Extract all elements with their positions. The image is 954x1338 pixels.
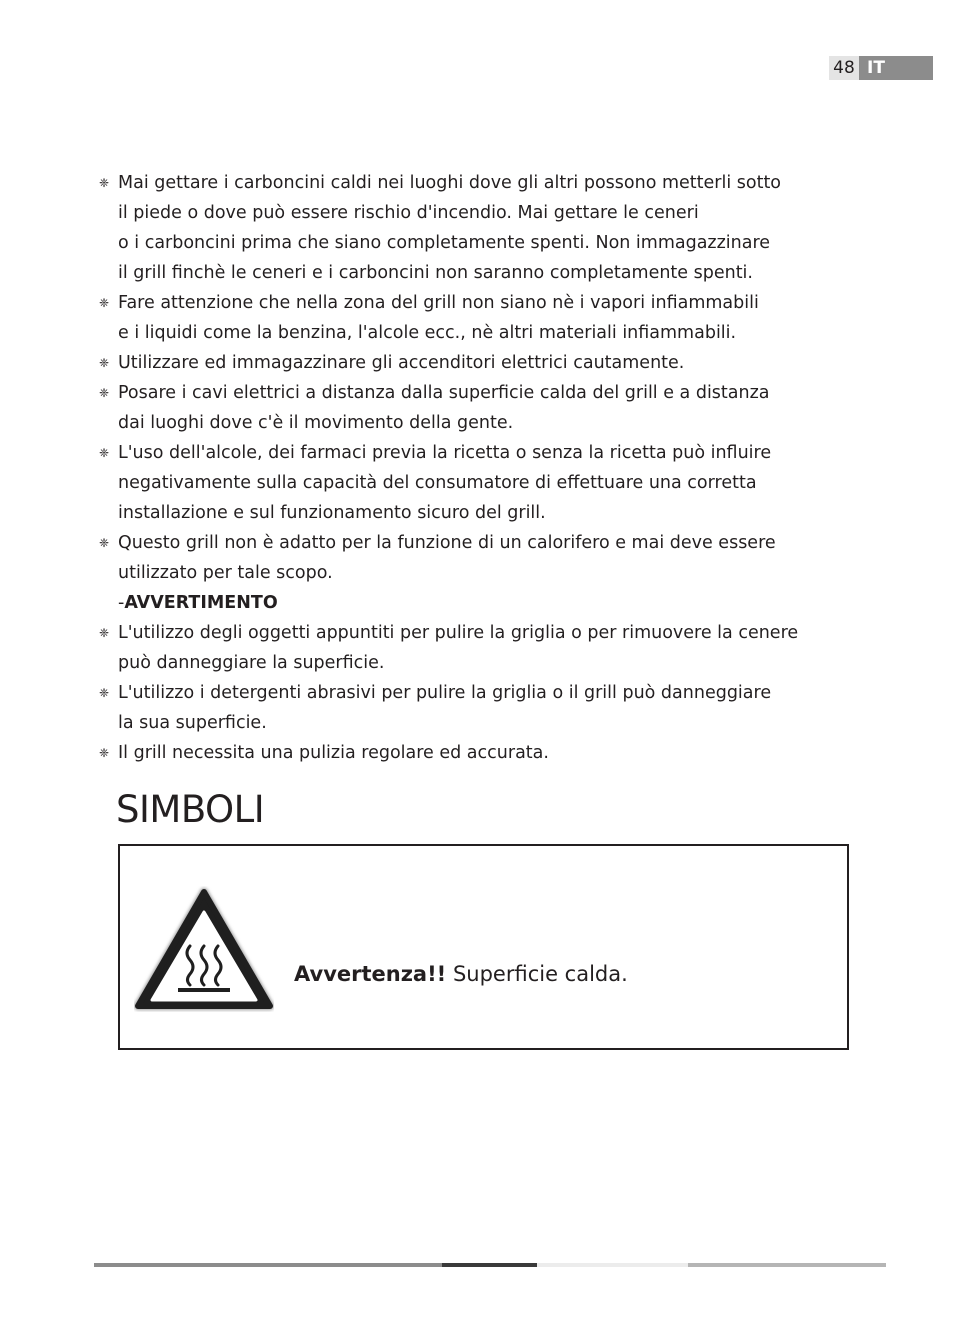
hot-surface-warning-icon [134, 886, 274, 1012]
bullet-icon: ❈ [99, 536, 110, 550]
bullet-list [99, 168, 859, 588]
item-text-line: la sua superficie. [118, 713, 267, 733]
list-item [99, 738, 859, 768]
bullet-icon: ❈ [99, 296, 110, 310]
footer-rule-segment [442, 1263, 537, 1267]
item-text-line: il piede o dove può essere rischio d'incendio. Mai gettare le ceneri [118, 203, 699, 223]
list-item [99, 618, 859, 678]
item-text-line: utilizzato per tale scopo. [118, 563, 333, 583]
symbol-label-rest: Superficie calda. [446, 962, 628, 986]
list-item [99, 438, 859, 528]
bullet-icon: ❈ [99, 626, 110, 640]
bullet-icon: ❈ [99, 446, 110, 460]
safety-instructions [99, 168, 859, 768]
item-text-line: il grill finchè le ceneri e i carboncini non saranno completamente spenti. [118, 263, 753, 283]
bullet-icon: ❈ [99, 356, 110, 370]
item-text-line: o i carboncini prima che siano completamente spenti. Non immagazzinare [118, 233, 771, 253]
item-text-line: Utilizzare ed immagazzinare gli accenditori elettrici cautamente. [118, 353, 685, 373]
item-text-line: Il grill necessita una pulizia regolare ed accurata. [118, 743, 549, 763]
item-text-line: L'utilizzo degli oggetti appuntiti per pulire la griglia o per rimuovere la cenere [118, 623, 799, 643]
symbol-label-bold: Avvertenza!! [294, 962, 447, 986]
section-heading: SIMBOLI [116, 788, 265, 831]
footer-rule-segment [688, 1263, 886, 1267]
symbol-description [294, 960, 628, 988]
page-tab [829, 56, 933, 80]
bullet-icon: ❈ [99, 386, 110, 400]
language-tag: IT [859, 56, 933, 80]
list-item [99, 528, 859, 588]
warning-bullet-list [99, 618, 859, 768]
item-text-line: Questo grill non è adatto per la funzione di un calorifero e mai deve essere [118, 533, 776, 553]
bullet-icon: ❈ [99, 176, 110, 190]
bullet-icon: ❈ [99, 746, 110, 760]
item-text-line: installazione e sul funzionamento sicuro del grill. [118, 503, 546, 523]
item-text-line: Fare attenzione che nella zona del grill non siano nè i vapori infiammabili [118, 293, 759, 313]
item-text-line: L'utilizzo i detergenti abrasivi per pulire la griglia o il grill può danneggiare [118, 683, 772, 703]
footer-rule-segment [537, 1263, 688, 1267]
list-item [99, 288, 859, 348]
page-number: 48 [829, 56, 859, 80]
item-text-line: può danneggiare la superficie. [118, 653, 385, 673]
warning-prefix: - [118, 593, 125, 613]
item-text-line: negativamente sulla capacità del consumatore di effettuare una corretta [118, 473, 757, 493]
list-item [99, 168, 859, 288]
item-text-line: Posare i cavi elettrici a distanza dalla superficie calda del grill e a distanza [118, 383, 770, 403]
item-text-line: e i liquidi come la benzina, l'alcole ecc., nè altri materiali infiammabili. [118, 323, 737, 343]
footer-rule-segment [94, 1263, 442, 1267]
bullet-icon: ❈ [99, 686, 110, 700]
symbol-box [118, 844, 849, 1050]
warning-label [99, 588, 859, 618]
item-text-line: L'uso dell'alcole, dei farmaci previa la ricetta o senza la ricetta può influire [118, 443, 772, 463]
warning-title: AVVERTIMENTO [124, 593, 278, 613]
item-text-line: dai luoghi dove c'è il movimento della gente. [118, 413, 514, 433]
item-text-line: Mai gettare i carboncini caldi nei luoghi dove gli altri possono metterli sotto [118, 173, 782, 193]
list-item [99, 678, 859, 738]
list-item [99, 348, 859, 378]
list-item [99, 378, 859, 438]
